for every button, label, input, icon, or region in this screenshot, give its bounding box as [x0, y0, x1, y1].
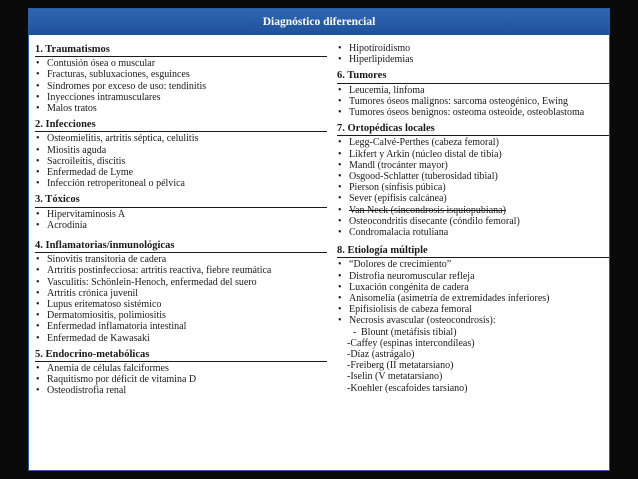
list-item: • Sever (epífisis calcánea): [337, 193, 609, 204]
section-endocrino-cont: [337, 43, 609, 65]
list-item: • Tumores óseos malignos: sarcoma osteogénico, Ewing: [337, 96, 609, 107]
sub-item: -Freiberg (II metatarsiano): [347, 360, 454, 372]
right-column: [337, 39, 609, 398]
list-item: • Pierson (sínfisis púbica): [337, 182, 609, 193]
sub-item: -Iselin (V metatarsiano): [347, 371, 443, 383]
list-item: • Miositis aguda: [35, 145, 327, 156]
section-heading: 8. Etiología múltiple: [337, 244, 609, 258]
section-heading: 6. Tumores: [337, 69, 609, 83]
list-item: • Hiperlipidemias: [337, 54, 609, 65]
sub-item: -Koehler (escafoides tarsiano): [347, 382, 468, 394]
list-item: • Lupus eritematoso sistémico: [35, 299, 327, 310]
list-item: • Malos tratos: [35, 103, 327, 114]
list-item: • Contusión ósea o muscular: [35, 58, 327, 69]
section-ortopedicas: [337, 122, 609, 238]
slide: [28, 8, 610, 471]
section-heading: 1. Traumatismos: [35, 43, 327, 57]
list-item: • Raquitismo por déficit de vitamina D: [35, 374, 327, 385]
list-item: • Artritis crónica juvenil: [35, 288, 327, 299]
list-item: • Epifisiolisis de cabeza femoral: [337, 304, 609, 315]
section-endocrino: [35, 348, 327, 397]
list-item: • Mandl (trocánter mayor): [337, 160, 609, 171]
section-etiologia: [337, 244, 609, 394]
list-item: • Dermatomiositis, polimiositis: [35, 310, 327, 321]
list-item: • Infección retroperitoneal o pélvica: [35, 178, 327, 189]
list-item: • Distrofia neuromuscular refleja: [337, 271, 609, 282]
list-item: • Van Neck (sincondrosis isquiopubiana): [337, 205, 609, 216]
list-item: • Vasculitis: Schönlein-Henoch, enfermedad del suero: [35, 277, 327, 288]
list-item: • Osteocondritis disecante (cóndilo femoral): [337, 216, 609, 227]
section-heading: 3. Tóxicos: [35, 193, 327, 207]
section-inflamatorias: [35, 239, 327, 344]
section-traumatismos: [35, 43, 327, 114]
list-item: • Leucemia, linfoma: [337, 85, 609, 96]
list-item: • Hipotiroidismo: [337, 43, 609, 54]
list-item: • Sacroileítis, discitis: [35, 156, 327, 167]
list-item: • Condromalacia rotuliana: [337, 227, 609, 238]
section-heading: 2. Infecciones: [35, 118, 327, 132]
list-item: • Anemia de células falciformes: [35, 363, 327, 374]
list-item: • Tumores óseos benignos: osteoma osteoide, osteoblastoma: [337, 107, 609, 118]
list-item: • Hipervitaminosis A: [35, 209, 327, 220]
section-heading: 5. Endocrino-metabólicas: [35, 348, 327, 362]
list-item: • Síndromes por exceso de uso: tendinitis: [35, 81, 327, 92]
list-item: • Likfert y Arkin (núcleo distal de tibia): [337, 149, 609, 160]
list-item: • Enfermedad de Lyme: [35, 167, 327, 178]
list-item: • “Dolores de crecimiento”: [337, 259, 609, 270]
list-item: • Osgood-Schlatter (tuberosidad tibial): [337, 171, 609, 182]
left-column: [35, 39, 327, 401]
sub-item: -Caffey (espinas intercondíleas): [347, 337, 475, 349]
list-item: • Artritis postinfecciosa: artritis reactiva, fiebre reumática: [35, 265, 327, 276]
list-item: • Fracturas, subluxaciones, esguinces: [35, 69, 327, 80]
slide-title: Diagnóstico diferencial: [29, 9, 609, 35]
sub-item: - Blount (metáfisis tibial): [337, 327, 609, 338]
list-item: • Anisomelia (asimetría de extremidades inferiores): [337, 293, 609, 304]
list-item: • Osteomielitis, artritis séptica, celulitis: [35, 133, 327, 144]
section-toxicos: [35, 193, 327, 231]
list-item: • Sinovitis transitoria de cadera: [35, 254, 327, 265]
sub-item: -Díaz (astrágalo): [347, 349, 415, 361]
section-infecciones: [35, 118, 327, 189]
section-heading: 7. Ortopédicas locales: [337, 122, 609, 136]
list-item: • Osteodistrofia renal: [35, 385, 327, 396]
list-item: • Necrosis avascular (osteocondrosis):: [337, 315, 609, 326]
list-item: • Luxación congénita de cadera: [337, 282, 609, 293]
section-heading: 4. Inflamatorias/inmunológicas: [35, 239, 327, 253]
list-item: • Legg-Calvé-Perthes (cabeza femoral): [337, 137, 609, 148]
list-item: • Enfermedad inflamatoria intestinal: [35, 321, 327, 332]
list-item: • Acrodinia: [35, 220, 327, 231]
list-item: • Enfermedad de Kawasaki: [35, 333, 327, 344]
list-item: • Inyecciones intramusculares: [35, 92, 327, 103]
section-tumores: [337, 69, 609, 118]
